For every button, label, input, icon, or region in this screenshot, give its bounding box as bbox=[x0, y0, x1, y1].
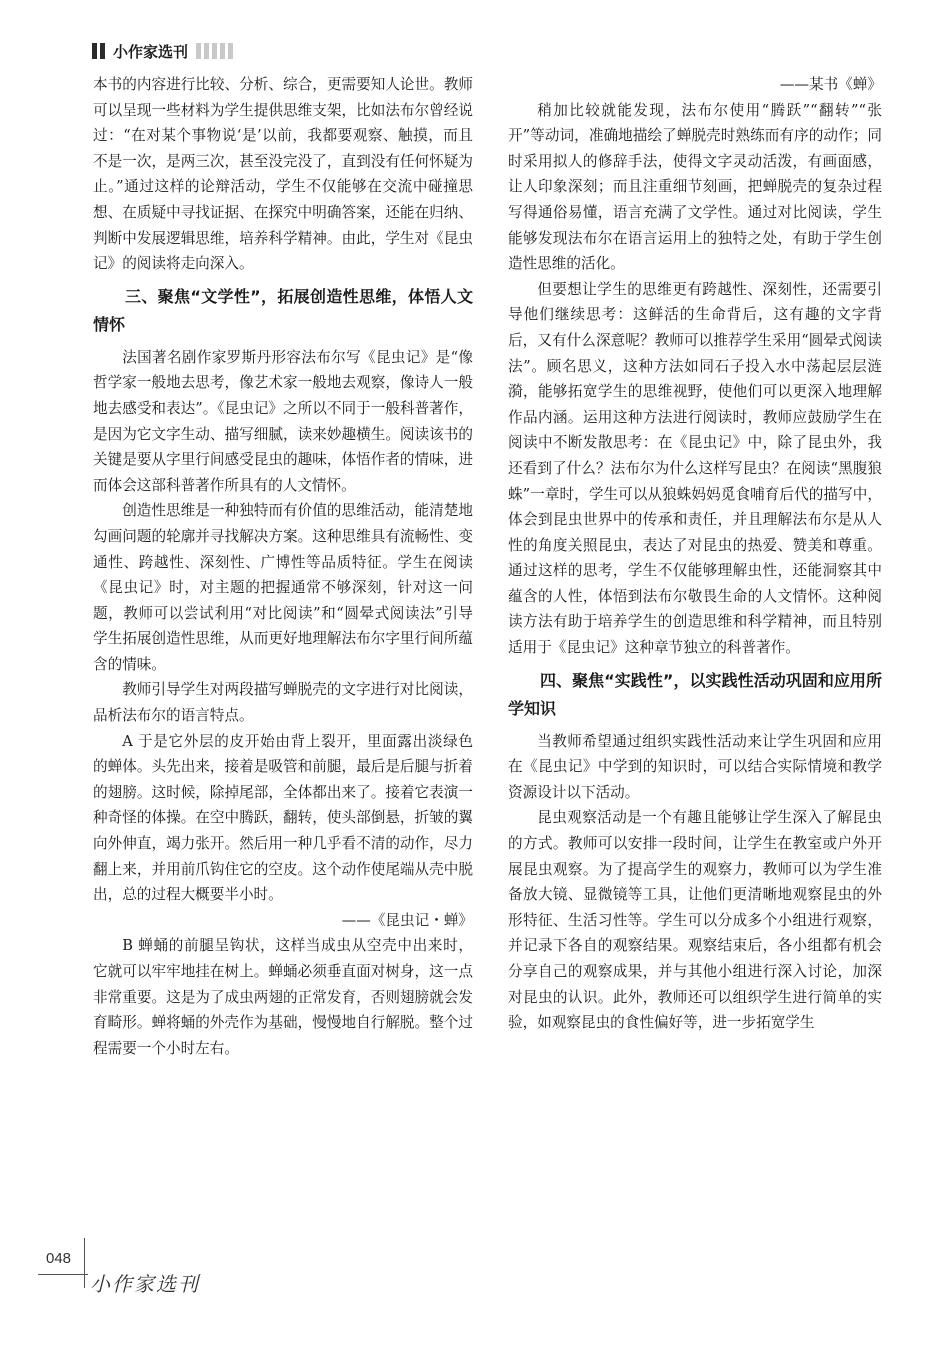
excerpt-b: B 蝉蛹的前腿呈钩状，这样当成虫从空壳中出来时，它就可以牢牢地挂在树上。蝉蛹必须垂直面对树身，这一点非常重要。这是为了成虫两翅的正常发育，否则翅膀就会发育畸形。蝉将蛹的外壳作为基础，慢慢地自行解脱。整个过程需要一个小时左右。 bbox=[93, 937, 473, 1057]
header-bars-right bbox=[196, 43, 233, 59]
right-column bbox=[508, 72, 882, 1036]
section-heading-3: 三、聚焦“文学性”，拓展创造性思维，体悟人文情怀 bbox=[93, 286, 473, 334]
excerpt-b-source: ——某书《蝉》 bbox=[779, 76, 882, 93]
left-column bbox=[93, 72, 473, 1061]
paragraph: 当教师希望通过组织实践性活动来让学生巩固和应用在《昆虫记》中学到的知识时，可以结合实际情境和教学资源设计以下活动。 bbox=[508, 732, 882, 801]
paragraph: 但要想让学生的思维更有跨越性、深刻性，还需要引导他们继续思考：这鲜活的生命背后，这有趣的文字背后，又有什么深意呢？教师可以推荐学生采用“圆晕式阅读法”。顾名思义，这种方法如同石子投入水中荡起层层涟漪，能够拓宽学生的思维视野，使他们可以更深入地理解作品内涵。运用这种方法进行阅读时，教师应鼓励学生在阅读中不断发散思考：在《昆虫记》中，除了昆虫外，我还看到了什么？法布尔为什么这样写昆虫？在阅读“黑腹狼蛛”一章时，学生可以从狼蛛妈妈觅食哺育后代的描写中，体会到昆虫世界中的传承和责任，并且理解法布尔是从人性的角度关照昆虫，表达了对昆虫的热爱、赞美和尊重。通过这样的思考，学生不仅能够理解虫性，还能洞察其中蕴含的人性，体悟到法布尔敬畏生命的人文情怀。这种阅读方法有助于培养学生的创造思维和科学精神，而且特别适用于《昆虫记》这种章节独立的科普著作。 bbox=[508, 280, 882, 657]
footer-rule-horizontal bbox=[38, 1274, 88, 1275]
journal-title: 小作家选刊 bbox=[113, 42, 189, 61]
section-heading-4: 四、聚焦“实践性”，以实践性活动巩固和应用所学知识 bbox=[508, 670, 882, 718]
paragraph: 昆虫观察活动是一个有趣且能够让学生深入了解昆虫的方式。教师可以安排一段时间，让学生在教室或户外开展昆虫观察。为了提高学生的观察力，教师可以为学生准备放大镜、显微镜等工具，让他们更清晰地观察昆虫的外形特征、生活习性等。学生可以分成多个小组进行观察，并记录下各自的观察结果。观察结束后，各小组都有机会分享自己的观察成果，并与其他小组进行深入讨论，加深对昆虫的认识。此外，教师还可以组织学生进行简单的实验，如观察昆虫的食性偏好等，进一步拓宽学生 bbox=[508, 809, 882, 1032]
page-number: 048 bbox=[46, 1250, 72, 1267]
footer-rule-vertical bbox=[84, 1238, 85, 1288]
header-bars-left bbox=[92, 43, 105, 59]
footer-brand-logo: 小作家选刊 bbox=[90, 1272, 200, 1296]
excerpt-a: A 于是它外层的皮开始由背上裂开，里面露出淡绿色的蝉体。头先出来，接着是吸管和前腿，最后是后腿与折着的翅膀。这时候，除掉尾部，全体都出来了。接着它表演一种奇怪的体操。在空中腾跃，翻转，使头部倒悬，折皱的翼向外伸直，竭力张开。然后用一种几乎看不清的动作，尽力翻上来，并用前爪钩住它的空皮。这个动作使尾端从壳中脱出，总的过程大概要半小时。 bbox=[93, 732, 473, 904]
paragraph: 教师引导学生对两段描写蝉脱壳的文字进行对比阅读，品析法布尔的语言特点。 bbox=[93, 681, 473, 725]
running-header bbox=[92, 40, 233, 62]
paragraph: 本书的内容进行比较、分析、综合，更需要知人论世。教师可以呈现一些材料为学生提供思维支架，比如法布尔曾经说过：“在对某个事物说‘是’以前，我都要观察、触摸，而且不是一次，是两三次，甚至没完没了，直到没有任何怀疑为止。”通过这样的论辩活动，学生不仅能够在交流中碰撞思想、在质疑中寻找证据、在探究中明确答案，还能在归纳、判断中发展逻辑思维，培养科学精神。由此，学生对《昆虫记》的阅读将走向深入。 bbox=[93, 76, 473, 273]
excerpt-a-source: ——《昆虫记・蝉》 bbox=[341, 911, 473, 929]
paragraph: 法国著名剧作家罗斯丹形容法布尔写《昆虫记》是“像哲学家一般地去思考，像艺术家一般地去观察，像诗人一般地去感受和表达”。《昆虫记》之所以不同于一般科普著作，是因为它文字生动、描写细腻，读来妙趣横生。阅读该书的关键是要从字里行间感受昆虫的趣味，体悟作者的情味，进而体会这部科普著作所具有的人文情怀。 bbox=[93, 348, 473, 494]
paragraph: 稍加比较就能发现，法布尔使用“腾跃”“翻转”“张开”等动词，准确地描绘了蝉脱壳时熟练而有序的动作；同时采用拟人的修辞手法，使得文字灵动活泼，有画面感，让人印象深刻；而且注重细节刻画，把蝉脱壳的复杂过程写得通俗易懂，语言充满了文学性。通过对比阅读，学生能够发现法布尔在语言运用上的独特之处，有助于学生创造性思维的活化。 bbox=[508, 101, 882, 273]
paragraph: 创造性思维是一种独特而有价值的思维活动，能清楚地勾画问题的轮廓并寻找解决方案。这种思维具有流畅性、变通性、跨越性、深刻性、广博性等品质特征。学生在阅读《昆虫记》时，对主题的把握通常不够深刻，针对这一问题，教师可以尝试利用“对比阅读”和“圆晕式阅读法”引导学生拓展创造性思维，从而更好地理解法布尔字里行间所蕴含的情味。 bbox=[93, 502, 473, 673]
